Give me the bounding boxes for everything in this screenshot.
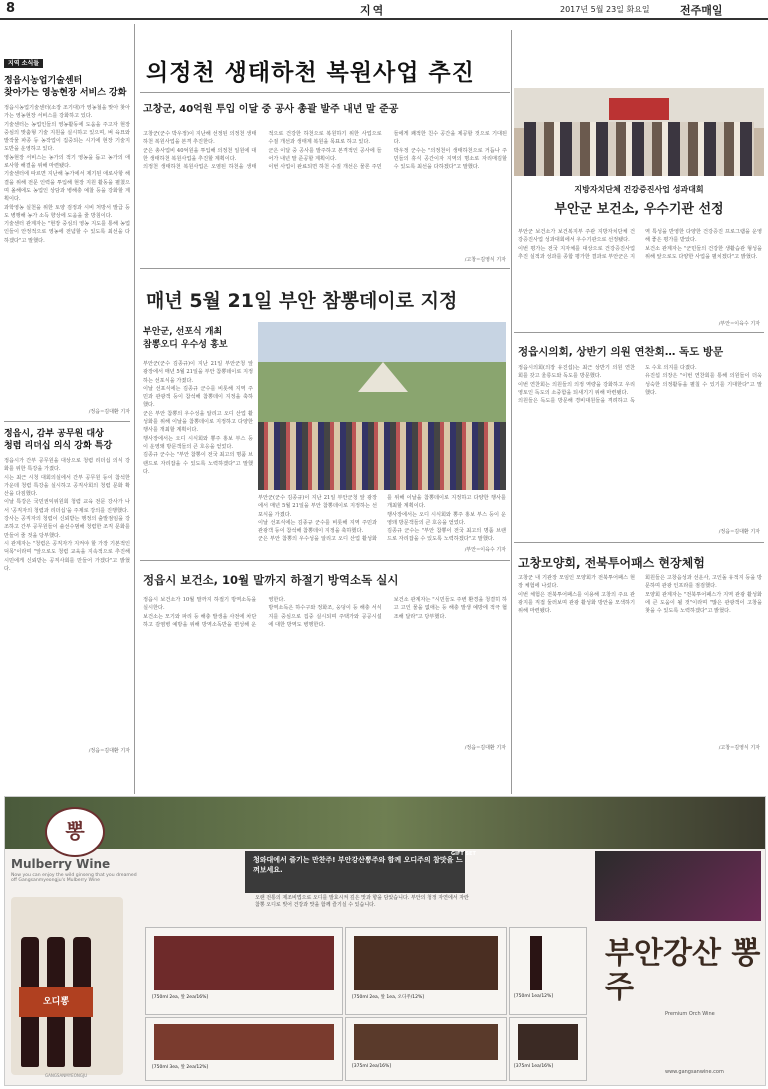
brand-name-en: Mulberry Wine — [11, 857, 111, 871]
ad-copy: 오랜 전통의 제조비법으로 오디를 발효시켜 깊은 맛과 향을 담았습니다. 부안의 청정 자연에서 자란 참뽕 오디로 빚어 건강과 맛을 함께 즐기실 수 있습니다. — [255, 895, 469, 908]
byline: /고창=김영식 기자 — [464, 257, 506, 263]
story-title: 정읍시의회, 상반기 의원 연찬회… 독도 방문 — [518, 346, 724, 358]
ad-tagline: Now you can enjoy the wild ginseng that you dreamed off Gangsanmyeongju's Mulberry Wine — [11, 873, 137, 883]
gift-box-illustration — [11, 897, 123, 1075]
festival-headline: 매년 5월 21일 부안 참뽕데이로 지정 — [146, 290, 458, 312]
award-photo — [514, 88, 764, 176]
byline: /부안=이육수 기자 — [718, 321, 760, 327]
health-body: 정읍시 보건소가 10월 말까지 하절기 방역소독을 실시한다. 보건소는 모기와 파리 등 해충 발생을 사전에 차단하고 감염병 예방을 위해 방역소독반을 편성해 운영한다. 방역소독은 하수구와 정화조, 웅덩이 등 해충 서식지를 중심으로 집중 실시되며 주택가와 공공시설에 대한 방역도 병행한다. 보건소 관계자는 "시민들도 주변 환경을 청결히 하고 고인 물을 없애는 등 해충 발생 예방에 적극 협조해 달라"고 당부했다. — [143, 597, 507, 628]
divider — [4, 421, 130, 422]
set-spec: [750ml 2ea, 앞 2ea/16%] — [152, 995, 209, 1000]
story-body: 정읍시의회(의장 유진섭)는 최근 상반기 의원 연찬회를 갖고 울릉도와 독도를 방문했다. 이번 연찬회는 의원들의 의정 역량을 강화하고 우리 영토인 독도의 소중함을 되새기기 위해 마련됐다. 의원들은 독도를 방문해 경비대원들을 격려하고 독도 수호 의지를 다졌다. 유진섭 의장은 "이번 연찬회를 통해 의원들이 더욱 성숙한 의정활동을 펼칠 수 있기를 기대한다"고 말했다. — [518, 365, 762, 405]
byline: /정읍=김대환 기자 — [718, 529, 760, 535]
festival-subhead: 부안군, 선포식 개최 참뽕오디 우수성 홍보 — [143, 327, 228, 350]
page-header — [0, 0, 768, 20]
lead-headline: 의정천 생태하천 복원사업 추진 — [146, 60, 475, 86]
column-divider — [511, 30, 512, 794]
brand-logo: 뽕 — [45, 807, 105, 857]
set-spec: [750ml 1ea/12%] — [514, 994, 554, 999]
lead-subhead: 고창군, 40억원 투입 이달 중 공사 총괄 발주 내년 말 준공 — [143, 104, 399, 115]
column-divider — [134, 24, 135, 794]
award-banner — [609, 98, 669, 120]
ad-top-band — [5, 797, 765, 849]
story-title: 정읍시, 감부 공무원 대상 청렴 리더십 의식 강화 특강 — [4, 429, 113, 451]
ad-banner-text: 청와대에서 즐기는 만찬주! 부안강산뽕주와 함께 오디주의 참맛을 느껴보세요. — [253, 856, 463, 874]
page-number: 8 — [6, 1, 16, 16]
product-subtitle: Premium Orch Wine — [665, 1011, 715, 1017]
lead-body: 고창군(군수 박우정)이 지난해 선정된 의정천 생태하천 복원사업을 본격 추진한다. 군은 총사업비 40억원을 투입해 의정천 일원에 대한 생태하천 복원사업을 추진할 계획이다. 의정천 생태하천 복원사업은 오염된 하천을 생태적으로 건강한 하천으로 복원하기 위한 사업으로 수질 개선과 생태계 복원을 목표로 하고 있다. 군은 이달 중 공사를 발주하고 본격적인 공사에 들어가 내년 말 준공할 계획이다. 이번 사업이 완료되면 하천 수질 개선은 물론 주민들에게 쾌적한 친수 공간을 제공할 것으로 기대된다. 박우정 군수는 "의정천이 생태하천으로 거듭나 주민들의 휴식 공간이자 지역의 명소로 자리매김할 수 있도록 최선을 다하겠다"고 말했다. — [143, 131, 507, 171]
byline: /정읍=김대환 기자 — [464, 745, 506, 751]
gift-set-box — [145, 1017, 343, 1081]
story-body: 정읍시농업기술센터(소장 조기대)가 영농철을 맞아 찾아가는 영농현장 서비스를 강화하고 있다. 기술센터는 농업인들의 영농활동에 도움을 주고자 현장 중심의 맞춤형 기술 지원을 실시하고 있으며, 벼 육묘와 밭작물 파종 등 농작업이 집중되는 시기에 현장 기술지도반을 운영하고 있다. 영농현장 서비스는 농가의 적기 영농을 돕고 농가의 애로사항 해결을 위해 마련됐다. 기술센터에 따르면 지난해 농가에서 제기된 애로사항 해결을 위해 전문 인력을 투입해 현장 지원 활동을 펼쳤으며 올해에도 농업인 상담과 병해충 예찰 등을 강화할 계획이다. 과학영농 실천을 위한 토양 검정과 시비 처방서 발급 등도 병행해 농가 소득 향상에 도움을 줄 방침이다. 기술센터 관계자는 "현장 중심의 영농 지도를 통해 농업인들이 안정적으로 영농에 전념할 수 있도록 최선을 다하겠다"고 말했다. — [4, 105, 130, 244]
gift-set-box — [145, 927, 343, 1015]
left-column — [4, 50, 130, 754]
story-body: 정읍시가 간부 공무원을 대상으로 청렴 리더십 의식 강화를 위한 특강을 가졌다. 시는 최근 시청 대회의실에서 간부 공무원 등이 참석한 가운데 청렴 특강을 실시하고 공직사회의 청렴 문화 확산을 다짐했다. 이날 특강은 국민권익위원회 청렴 교육 전문 강사가 나서 '공직자의 청렴과 리더십'을 주제로 강의를 진행했다. 강사는 공직자의 청렴이 신뢰받는 행정의 출발점임을 강조하고 간부 공무원들이 솔선수범해 청렴한 조직 문화를 만들어 줄 것을 당부했다. 시 관계자는 "청렴은 공직자가 지켜야 할 가장 기본적인 덕목"이라며 "앞으로도 청렴 교육을 지속적으로 추진해 시민에게 신뢰받는 공직사회를 만들어 가겠다"고 밝혔다. — [4, 458, 130, 572]
brand-name-ko: 부안강산 뽕주 — [605, 936, 761, 1005]
gift-set-box — [345, 1017, 507, 1081]
people-group — [524, 122, 754, 176]
divider — [140, 268, 510, 269]
divider — [514, 332, 764, 333]
mulberry-wine-ad — [4, 796, 766, 1086]
story-body: 고창군 내 기관장 모임인 모양회가 전북투어패스 현장 체험에 나섰다. 이번 체험은 전북투어패스를 이용해 고창의 주요 관광지를 직접 둘러보며 관광 활성화 방안을 모색하기 위해 마련됐다. 회원들은 고창읍성과 선운사, 고인돌 유적지 등을 방문하며 관광 인프라를 점검했다. 모양회 관계자는 "전북투어패스가 지역 관광 활성화에 큰 도움이 될 것"이라며 "많은 관광객이 고창을 찾을 수 있도록 노력하겠다"고 밝혔다. — [518, 575, 762, 615]
festival-photo — [258, 322, 506, 490]
gift-set-box — [345, 927, 507, 1015]
issue-date: 2017년 5월 23일 화요일 — [560, 5, 650, 14]
set-spec: [750ml 3ea, 앞 2ea/12%] — [152, 1065, 209, 1070]
byline: /부안=이육수 기자 — [464, 547, 506, 553]
byline: /정읍=김대환 기자 — [88, 748, 130, 754]
mulberry-photo — [595, 851, 761, 921]
divider — [514, 542, 764, 543]
bottle-label: 오디뽕 — [19, 987, 93, 1017]
website-link[interactable]: www.gangsanwine.com — [665, 1069, 724, 1075]
divider — [140, 560, 510, 561]
story-body: 부안군 보건소가 보건복지부 주관 지방자치단체 건강증진사업 성과대회에서 우수기관으로 선정됐다. 이번 평가는 전국 지자체를 대상으로 건강증진사업 추진 실적과 성과를 종합 평가한 결과로 부안군은 지역 특성을 반영한 다양한 건강증진 프로그램을 운영해 좋은 평가를 받았다. 보건소 관계자는 "군민들의 건강한 생활습관 형성을 위해 앞으로도 다양한 사업을 펼치겠다"고 밝혔다. — [518, 229, 762, 260]
section-title: 지역 — [360, 4, 386, 17]
story-title: 고창모양회, 전북투어패스 현장체험 — [518, 556, 705, 570]
gift-set-label: GIFT SET — [451, 851, 476, 857]
company-name: GANGSANMYEONGJU — [45, 1073, 88, 1078]
festival-body-2: 부안군(군수 김종규)이 지난 21일 부안군청 앞 광장에서 매년 5월 21일을 부안 참뽕데이로 지정하는 선포식을 가졌다. 이날 선포식에는 김종규 군수를 비롯해 지역 주민과 관광객 등이 참석해 참뽕데이 지정을 축하했다. 군은 부안 참뽕의 우수성을 알리고 오디 산업 활성화를 위해 이날을 참뽕데이로 지정하고 다양한 행사를 개최할 계획이다. 행사장에서는 오디 시식회와 뽕주 홍보 부스 등이 운영돼 방문객들의 큰 호응을 얻었다. 김종규 군수는 "부안 참뽕이 전국 최고의 명품 브랜드로 자리잡을 수 있도록 노력하겠다"고 말했다. — [258, 495, 506, 543]
byline: /정읍=김대환 기자 — [88, 409, 130, 415]
story-title: 정읍시농업기술센터 찾아가는 영농현장 서비스 강화 — [4, 76, 127, 98]
section-tag: 지역 소식들 — [4, 59, 43, 68]
set-spec: [750ml 2ea, 앞 1ea, 오디주/12%] — [352, 995, 425, 1000]
set-spec: [375ml 1ea/16%] — [514, 1064, 554, 1069]
byline: /고창=김영식 기자 — [718, 745, 760, 751]
gift-set-box — [509, 927, 587, 1015]
story-kicker: 지방자치단체 건강증진사업 성과대회 — [574, 185, 704, 194]
divider — [140, 92, 510, 93]
newspaper-brand: 전주매일 — [680, 4, 723, 17]
crowd — [258, 422, 506, 490]
health-headline: 정읍시 보건소, 10월 말까지 하절기 방역소독 실시 — [143, 573, 399, 587]
gift-set-box — [509, 1017, 587, 1081]
set-spec: [375ml 2ea/16%] — [352, 1064, 392, 1069]
festival-body-1: 부안군(군수 김종규)이 지난 21일 부안군청 앞 광장에서 매년 5월 21일을 부안 참뽕데이로 지정하는 선포식을 가졌다. 이날 선포식에는 김종규 군수를 비롯해 지역 주민과 관광객 등이 참석해 참뽕데이 지정을 축하했다. 군은 부안 참뽕의 우수성을 알리고 오디 산업 활성화를 위해 이날을 참뽕데이로 지정하고 다양한 행사를 개최할 계획이다. 행사장에서는 오디 시식회와 뽕주 홍보 부스 등이 운영돼 방문객들의 큰 호응을 얻었다. 김종규 군수는 "부안 참뽕이 전국 최고의 명품 브랜드로 자리잡을 수 있도록 노력하겠다"고 말했다. — [143, 361, 253, 475]
story-title: 부안군 보건소, 우수기관 선정 — [554, 202, 724, 217]
